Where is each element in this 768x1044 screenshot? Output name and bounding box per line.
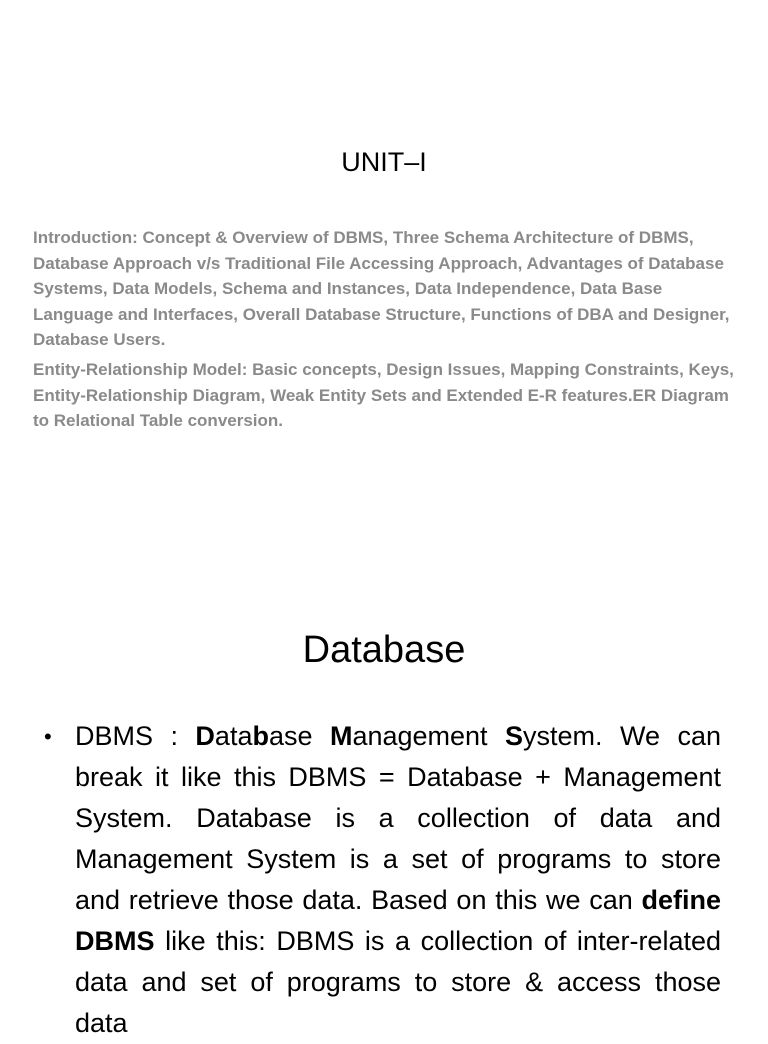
text-run-bold: b	[252, 721, 269, 751]
text-run-bold: M	[329, 721, 353, 751]
slide-title: Database	[302, 629, 466, 671]
text-run: ystem. We can break it like this DBMS = Database + Management System. Database is a collection of data and Management System is a set of programs to store and retrieve those data. Based on this we can	[75, 721, 721, 915]
text-run: ase	[268, 721, 330, 751]
text-run: ata	[214, 721, 253, 751]
syllabus-text	[33, 225, 741, 438]
bullet-text	[75, 716, 721, 1044]
bullet-icon: •	[44, 724, 52, 749]
syllabus-introduction: Introduction: Concept & Overview of DBMS, Three Schema Architecture of DBMS, Database Approach v/s Traditional File Accessing Approach, Advantages of Database Systems, Data Models, Schema and Instances, Data Independence, Data Base Language and Interfaces, Overall Database Structure, Functions of DBA and Designer, Database Users.	[33, 228, 730, 350]
text-run: anagement	[352, 721, 506, 751]
slide-database	[0, 576, 768, 1038]
unit-title: UNIT–I	[341, 147, 427, 177]
text-run-bold: S	[505, 721, 524, 751]
text-run: like this: DBMS is a collection of inter-related data and set of programs to store & access those data	[75, 926, 721, 1038]
text-run-bold: D	[195, 721, 215, 751]
bullet-item	[44, 716, 724, 1044]
syllabus-er-model: Entity-Relationship Model: Basic concepts, Design Issues, Mapping Constraints, Keys, Entity-Relationship Diagram, Weak Entity Sets and Extended E-R features.ER Diagram to Relational Table conversion.	[33, 359, 734, 431]
text-run: DBMS :	[75, 721, 196, 751]
text-run-bold: define DBMS	[75, 885, 721, 956]
